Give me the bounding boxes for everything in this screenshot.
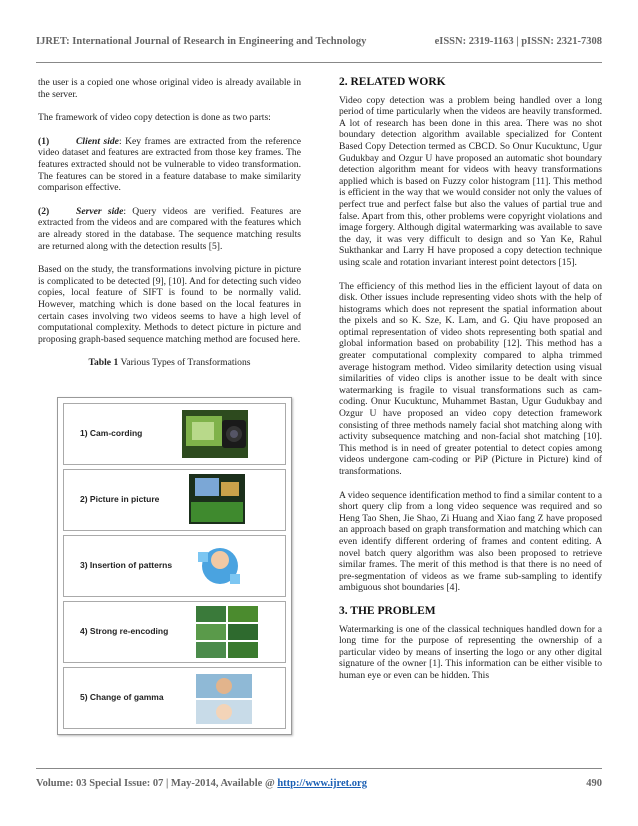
picture-in-picture-image (189, 474, 245, 524)
footer-volume: Volume: 03 Special Issue: 07 | May-2014, Available @ http://www.ijret.org (36, 778, 367, 789)
item-title: Client side (76, 135, 119, 147)
journal-link[interactable]: http://www.ijret.org (277, 778, 367, 789)
table-row (63, 667, 286, 729)
pattern-insertion-image (192, 538, 244, 594)
row-label: 4) Strong re-encoding (80, 626, 169, 636)
header-divider (36, 62, 602, 63)
item-number: (2) (38, 205, 50, 217)
paragraph: Based on the study, the transformations involving picture in picture is complicated to be detected [9], [10]. And for detecting such video copies, local feature of SIFT is found to be normally valid. However, matching which is done based on the local features in certain cases involving two videos seems to have a high level of computational complexity. Methods to detect picture in picture and proposing graph-based sequence matching method are focused here. (38, 264, 301, 345)
section-heading: 2. RELATED WORK (339, 76, 446, 88)
table-caption: Table 1 Various Types of Transformations (88, 357, 251, 369)
camcorder-image (182, 410, 248, 458)
paragraph: The framework of video copy detection is done as two parts: (38, 112, 271, 124)
client-side-item (38, 136, 301, 194)
left-column (38, 77, 301, 377)
page-header (36, 36, 602, 47)
paragraph: The efficiency of this method lies in the efficient layout of data on disk. Other issues include representing video shots with the help of histograms which does not represent the spatial information about the pixels and so K. Sze, K. Lam, and G. Qiu have proposed an optimal representation of video shots representing both spatial and global information based on probability [12]. This method has a greater computational complexity compared to alpha trimmed average histogram method. Video similarity detection using visual similarities of video clips is another issue to be dealt with since watermarking is fragile to visual transformations such as cam-coding. Onur Kucuktunc, Muhammet Bastan, Ugur Gudukbay and Ozgur U have proposed an video copy detection framework consisting of three methods namely facial shot matching along with activity subsequence matching and non-facial shot matching [10]. This method is in need of greater potential to detect copies among videos undergone cam-coding or PiP (Picture in Picture) kind of transformations. (339, 280, 602, 477)
page-footer (36, 778, 602, 789)
transformations-table (57, 397, 292, 735)
row-label: 1) Cam-cording (80, 428, 143, 438)
right-column (339, 77, 602, 694)
server-side-item (38, 206, 301, 252)
table-row (63, 469, 286, 531)
row-label: 5) Change of gamma (80, 692, 164, 702)
paragraph: the user is a copied one whose original video is already available in the server. (38, 77, 301, 100)
table-row (63, 535, 286, 597)
section-heading: 3. THE PROBLEM (339, 604, 436, 617)
issn-info: eISSN: 2319-1163 | pISSN: 2321-7308 (434, 36, 602, 47)
item-text: : Query videos are verified. Features are extracted from the videos and are compared with the features which are already stored in the database. The sequence matching results are returned along with the detection results [5]. (38, 205, 301, 252)
item-number: (1) (38, 135, 50, 147)
paragraph: Watermarking is one of the classical techniques handled down for a long time for the purpose of representing the ownership of a particular video by means of inserting the logo or any other digital signature of the owner [1]. This information can be either visible to human eye or even can be hidden. This (339, 623, 602, 681)
table-row (63, 403, 286, 465)
footer-divider (36, 768, 602, 769)
gamma-change-image (196, 674, 252, 724)
paragraph: Video copy detection was a problem being handled over a long period of time particularly when the videos are heavily transformed. A lot of research has been done in this area. There was no shot boundary detection algorithm available specialized for Content Based Copy Detection termed as CBCD. So Onur Kucuktunc, Ugur Gudukbay and Ozgur U have proposed an automatic shot boundary detection algorithm meant for videos with heavy transformations applied which is based on Fuzzy color histogram [11]. This method is efficient in the way that we would consider not only the values of perfect true and perfect false but also the values of partial true and false. Apart from this, other problems were copyright violations and image forgery. Although digital watermarking was available to save the day, it was very difficult to design and so Yan Ke, Rahul Sukthankar and Larry H have proposed a copy detection technique using scale and rotation invariant interest point detectors [15]. (339, 94, 602, 268)
item-text: : Key frames are extracted from the reference video dataset and features are extracted from those key frames. The features extracted should not be vulnerable to video transformation. The features can be stored in a feature database to make similarity comparison effective. (38, 135, 301, 194)
row-label: 3) Insertion of patterns (80, 560, 173, 570)
journal-title: IJRET: International Journal of Research in Engineering and Technology (36, 36, 367, 47)
row-label: 2) Picture in picture (80, 494, 160, 504)
re-encoding-image (196, 606, 258, 658)
table-label: Table 1 (88, 357, 119, 369)
paragraph: A video sequence identification method to find a similar content to a short query clip from a long video sequence was required and so Heng Tao Shen, Jie Shao, Zi Huang and Xiao fang Z have proposed an approach based on graph transformation and matching which can even identify different ordering of frames and content editing. A novel batch query algorithm was also been proposed to retrieve similar frames. The merit of this method is that there is no need of pre-segmentation of videos as we frame sub-sampling to identify ambiguous shot boundaries [4]. (339, 489, 602, 594)
item-title: Server side (76, 205, 124, 217)
table-row (63, 601, 286, 663)
page-number: 490 (586, 778, 602, 789)
